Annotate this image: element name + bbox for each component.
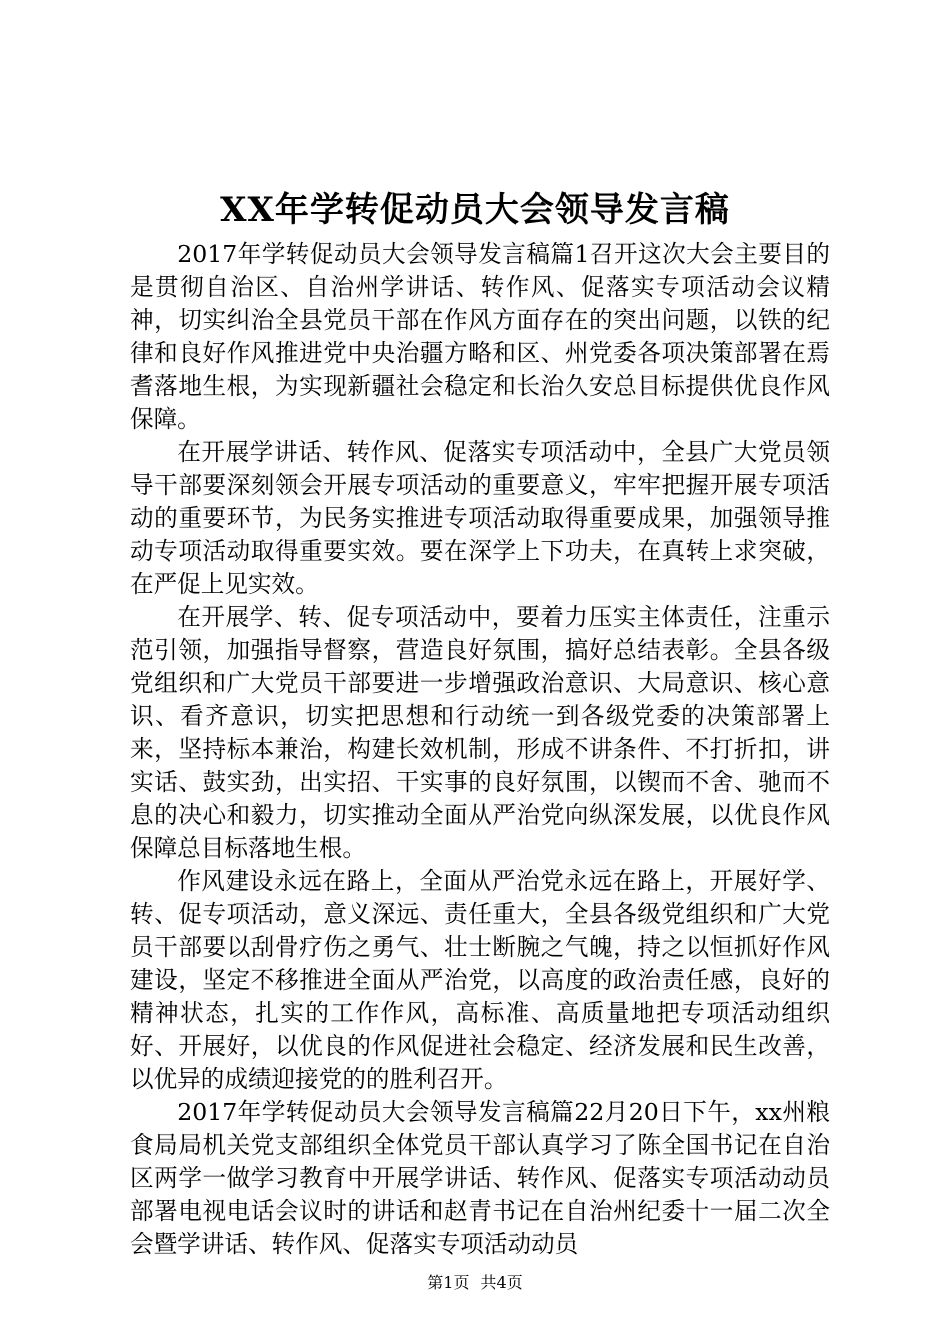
paragraph-2: 在开展学讲话、转作风、促落实专项活动中，全县广大党员领导干部要深刻领会开展专项活动的重要意义，牢牢把握开展专项活动的重要环节，为民务实推进专项活动取得重要成果，加强领导推动专项活动取得重要实效。要在深学上下功夫，在真转上求突破，在严促上见实效。 [130,438,830,598]
document-body [130,238,830,1261]
paragraph-4: 作风建设永远在路上，全面从严治党永远在路上，开展好学、转、促专项活动，意义深远、责任重大，全县各级党组织和广大党员干部要以刮骨疗伤之勇气、壮士断腕之气魄，持之以恒抓好作风建设，坚定不移推进全面从严治党，以高度的政治责任感，良好的精神状态，扎实的工作作风，高标准、高质量地把专项活动组织好、开展好，以优良的作风促进社会稳定、经济发展和民生改善，以优异的成绩迎接党的的胜利召开。 [130,867,830,1093]
page-footer [0,1272,950,1294]
paragraph-5: 2017年学转促动员大会领导发言稿篇22月20日下午，xx州粮食局局机关党支部组织全体党员干部认真学习了陈全国书记在自治区两学一做学习教育中开展学讲话、转作风、促落实专项活动动员部署电视电话会议时的讲话和赵青书记在自治州纪委十一届二次全会暨学讲话、转作风、促落实专项活动动员 [130,1098,830,1258]
paragraph-3: 在开展学、转、促专项活动中，要着力压实主体责任，注重示范引领，加强指导督察，营造良好氛围，搞好总结表彰。全县各级党组织和广大党员干部要进一步增强政治意识、大局意识、核心意识、看齐意识，切实把思想和行动统一到各级党委的决策部署上来，坚持标本兼治，构建长效机制，形成不讲条件、不打折扣，讲实话、鼓实劲，出实招、干实事的良好氛围，以锲而不舍、驰而不息的决心和毅力，切实推动全面从严治党向纵深发展，以优良作风保障总目标落地生根。 [130,603,830,862]
document-title: XX年学转促动员大会领导发言稿 [220,190,730,230]
page-total: 共4页 [480,1273,523,1292]
page-number: 第1页 [427,1273,470,1292]
paragraph-1: 2017年学转促动员大会领导发言稿篇1召开这次大会主要目的是贯彻自治区、自治州学讲话、转作风、促落实专项活动会议精神，切实纠治全县党员干部在作风方面存在的突出问题，以铁的纪律和良好作风推进党中央治疆方略和区、州党委各项决策部署在焉耆落地生根，为实现新疆社会稳定和长治久安总目标提供优良作风保障。 [130,240,830,433]
